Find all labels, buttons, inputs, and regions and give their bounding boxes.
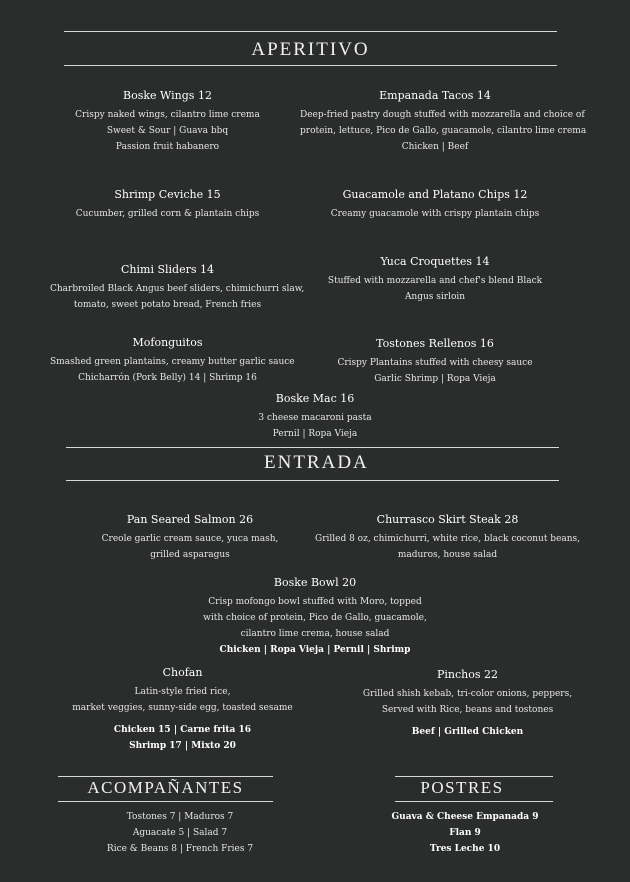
postres-top-rule [395, 776, 553, 777]
item-description: Smashed green plantains, creamy butter garlic sauce [50, 357, 295, 367]
entrada-bottom-rule [66, 480, 559, 481]
item-name: Guacamole and Platano Chips 12 [342, 188, 528, 201]
menu-item-yuca-croquettes [300, 254, 570, 305]
item-description: Grilled 8 oz, chimichurri, white rice, black coconut beans, [315, 534, 581, 544]
menu-item-shrimp-ceviche [50, 187, 285, 222]
item-description: Crisp mofongo bowl stuffed with Moro, topped [208, 597, 422, 607]
menu-item-chimi-sliders [50, 262, 305, 313]
dessert-line: Tres Leche 10 [429, 844, 501, 854]
item-description: Cucumber, grilled corn & plantain chips [75, 209, 260, 219]
side-dish-line: Tostones 7 | Maduros 7 [126, 812, 234, 822]
entrada-title: ENTRADA [264, 452, 369, 473]
item-description: market veggies, sunny-side egg, toasted sesame [72, 703, 293, 713]
menu-item-pinchos [335, 667, 600, 740]
item-description: protein, lettuce, Pico de Gallo, guacamole, cilantro lime crema [300, 126, 587, 136]
menu-item-guacamole [300, 187, 570, 222]
item-name: Pan Seared Salmon 26 [126, 513, 254, 526]
item-description: Sweet & Sour | Guava bbq [106, 126, 229, 136]
item-options: Chicken | Ropa Vieja | Pernil | Shrimp [219, 645, 411, 655]
dessert-line: Flan 9 [449, 828, 481, 838]
postres-bottom-rule [395, 801, 553, 802]
item-description: tomato, sweet potato bread, French fries [73, 300, 262, 310]
item-description: Charbroiled Black Angus beef sliders, chimichurri slaw, [50, 284, 305, 294]
item-description: Crispy naked wings, cilantro lime crema [75, 110, 260, 120]
entrada-top-rule [66, 447, 559, 448]
menu-item-churrasco [315, 512, 580, 563]
acompanantes-top-rule [58, 776, 273, 777]
item-description: Chicharrón (Pork Belly) 14 | Shrimp 16 [78, 373, 257, 383]
menu-item-empanada-tacos [300, 88, 587, 155]
side-dish-line: Rice & Beans 8 | French Fries 7 [106, 844, 254, 854]
item-name: Boske Mac 16 [275, 392, 355, 405]
item-description: Passion fruit habanero [115, 142, 220, 152]
item-description: Latin-style fried rice, [134, 687, 231, 697]
item-description: with choice of protein, Pico de Gallo, guacamole, [203, 613, 427, 623]
aperitivo-bottom-rule [64, 65, 557, 66]
item-description: Crispy Plantains stuffed with cheesy sauce [337, 358, 533, 368]
item-name: Pinchos 22 [436, 668, 498, 681]
item-name: Mofonguitos [132, 336, 203, 349]
item-name: Boske Bowl 20 [273, 576, 357, 589]
menu-item-mofonguitos [50, 335, 295, 386]
menu-item-boske-mac [180, 391, 450, 442]
menu-item-pan-seared-salmon [70, 512, 310, 563]
item-description: Garlic Shrimp | Ropa Vieja [374, 374, 496, 384]
item-description: Chicken | Beef [401, 142, 469, 152]
item-name: Churrasco Skirt Steak 28 [376, 513, 519, 526]
item-description: Pernil | Ropa Vieja [272, 429, 358, 439]
item-description: Grilled shish kebab, tri-color onions, peppers, [362, 689, 573, 699]
aperitivo-title: APERITIVO [251, 39, 370, 60]
menu-item-chofan [70, 665, 295, 754]
item-description: Deep-fried pastry dough stuffed with mozzarella and choice of [300, 110, 585, 120]
menu-item-tostones-rellenos [300, 336, 570, 387]
item-description: 3 cheese macaroni pasta [258, 413, 372, 423]
item-options: Beef | Grilled Chicken [411, 727, 524, 737]
postres-title: POSTRES [420, 778, 504, 797]
item-description: Creole garlic cream sauce, yuca mash, [101, 534, 279, 544]
item-name: Shrimp Ceviche 15 [114, 188, 221, 201]
item-name: Yuca Croquettes 14 [380, 255, 490, 268]
side-dish-line: Aguacate 5 | Salad 7 [132, 828, 228, 838]
item-options: Shrimp 17 | Mixto 20 [129, 741, 236, 751]
item-description: cilantro lime crema, house salad [240, 629, 390, 639]
postres-list [370, 809, 560, 857]
item-description: Creamy guacamole with crispy plantain chips [330, 209, 540, 219]
item-description: Angus sirloin [404, 292, 466, 302]
item-description: Served with Rice, beans and tostones [381, 705, 554, 715]
aperitivo-top-rule [64, 31, 557, 32]
item-description: maduros, house salad [397, 550, 498, 560]
item-options: Chicken 15 | Carne frita 16 [113, 725, 252, 735]
item-name: Boske Wings 12 [123, 89, 212, 102]
acompanantes-title: ACOMPAÑANTES [87, 778, 244, 797]
acompanantes-list [70, 809, 290, 857]
item-name: Tostones Rellenos 16 [376, 337, 494, 350]
item-description: grilled asparagus [150, 550, 230, 560]
item-name: Empanada Tacos 14 [379, 89, 491, 102]
acompanantes-bottom-rule [58, 801, 273, 802]
item-name: Chimi Sliders 14 [121, 263, 214, 276]
menu-item-boske-bowl [180, 575, 450, 658]
item-description: Stuffed with mozzarella and chef's blend Black [327, 276, 543, 286]
menu-item-boske-wings [50, 88, 285, 155]
item-name: Chofan [162, 666, 203, 679]
dessert-line: Guava & Cheese Empanada 9 [391, 812, 539, 822]
